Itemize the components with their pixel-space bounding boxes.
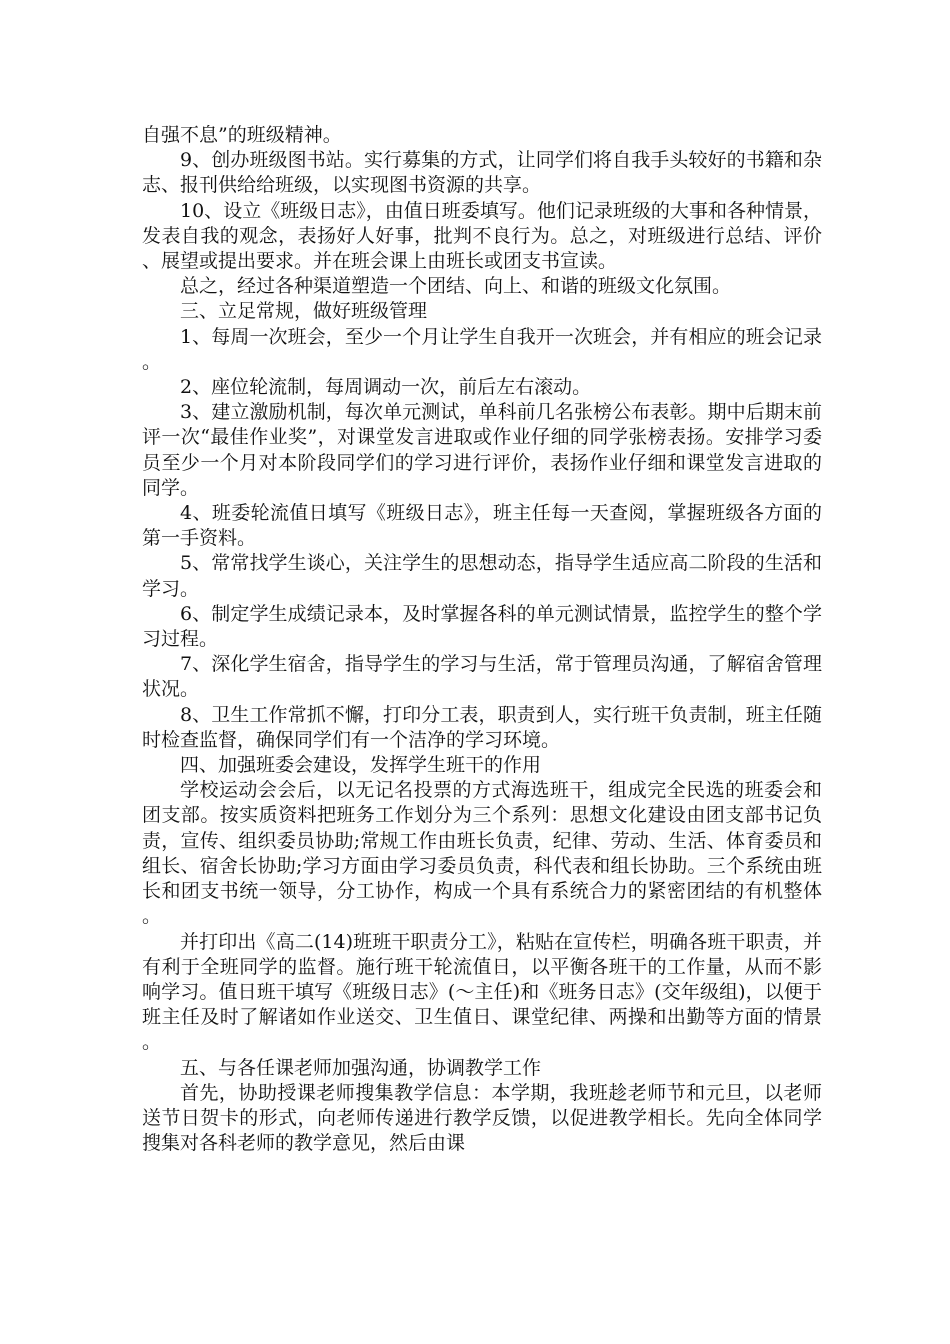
- paragraph-8: 3、建立激励机制，每次单元测试，单科前几名张榜公布表彰。期中后期末前评一次“最佳作业奖”，对课堂发言进取或作业仔细的同学张榜表扬。安排学习委员至少一个月对本阶段同学们的学习进行评价，表扬作业仔细和课堂发言进取的同学。: [142, 401, 822, 499]
- paragraph-15: 学校运动会会后，以无记名投票的方式海选班干，组成完全民选的班委会和团支部。按实质资料把班务工作划分为三个系列：思想文化建设由团支部书记负责，宣传、组织委员协助;常规工作由班长负责，纪律、劳动、生活、体育委员和组长、宿舍长协助;学习方面由学习委员负责，科代表和组长协助。三个系统由班长和团支书统一领导，分工协作，构成一个具有系统合力的紧密团结的有机整体。: [142, 779, 822, 928]
- paragraph-7: 2、座位轮流制，每周调动一次，前后左右滚动。: [180, 376, 592, 399]
- document-body: [142, 123, 822, 1156]
- section-heading-3: 三、立足常规，做好班级管理: [180, 300, 428, 323]
- paragraph-10: 5、常常找学生谈心，关注学生的思想动态，指导学生适应高二阶段的生活和学习。: [142, 552, 822, 600]
- paragraph-3: 10、设立《班级日志》，由值日班委填写。他们记录班级的大事和各种情景，发表自我的观念，表扬好人好事，批判不良行为。总之，对班级进行总结、评价、展望或提出要求。并在班会课上由班长或团支书宣读。: [142, 199, 822, 273]
- paragraph-11: 6、制定学生成绩记录本，及时掌握各科的单元测试情景，监控学生的整个学习过程。: [142, 602, 822, 651]
- paragraph-13: 8、卫生工作常抓不懈，打印分工表，职责到人，实行班干负责制，班主任随时检查监督，确保同学们有一个洁净的学习环境。: [142, 703, 822, 751]
- section-heading-5: 五、与各任课老师加强沟通，协调教学工作: [180, 1056, 542, 1079]
- paragraph-4: 总之，经过各种渠道塑造一个团结、向上、和谐的班级文化氛围。: [180, 275, 732, 298]
- paragraph-2: 9、创办班级图书站。实行募集的方式，让同学们将自我手头较好的书籍和杂志、报刊供给给班级，以实现图书资源的共享。: [142, 149, 822, 197]
- paragraph-6: 1、每周一次班会，至少一个月让学生自我开一次班会，并有相应的班会记录。: [142, 325, 822, 373]
- paragraph-1: 自强不息”的班级精神。: [142, 124, 342, 146]
- paragraph-16: 并打印出《高二(14)班班干职责分工》，粘贴在宣传栏，明确各班干职责，并有利于全班同学的监督。施行班干轮流值日，以平衡各班干的工作量，从而不影响学习。值日班干填写《班级日志》(～主任)和《班务日志》(交年级组)，以便于班主任及时了解诸如作业送交、卫生值日、课堂纪律、两操和出勤等方面的情景。: [142, 930, 822, 1054]
- paragraph-12: 7、深化学生宿舍，指导学生的学习与生活，常于管理员沟通，了解宿舍管理状况。: [142, 653, 822, 701]
- paragraph-9: 4、班委轮流值日填写《班级日志》，班主任每一天查阅，掌握班级各方面的第一手资料。: [142, 502, 822, 550]
- paragraph-18: 首先，协助授课老师搜集教学信息：本学期，我班趁老师节和元旦，以老师送节日贺卡的形式，向老师传递进行教学反馈，以促进教学相长。先向全体同学搜集对各科老师的教学意见，然后由课: [142, 1081, 822, 1155]
- section-heading-4: 四、加强班委会建设，发挥学生班干的作用: [180, 754, 542, 777]
